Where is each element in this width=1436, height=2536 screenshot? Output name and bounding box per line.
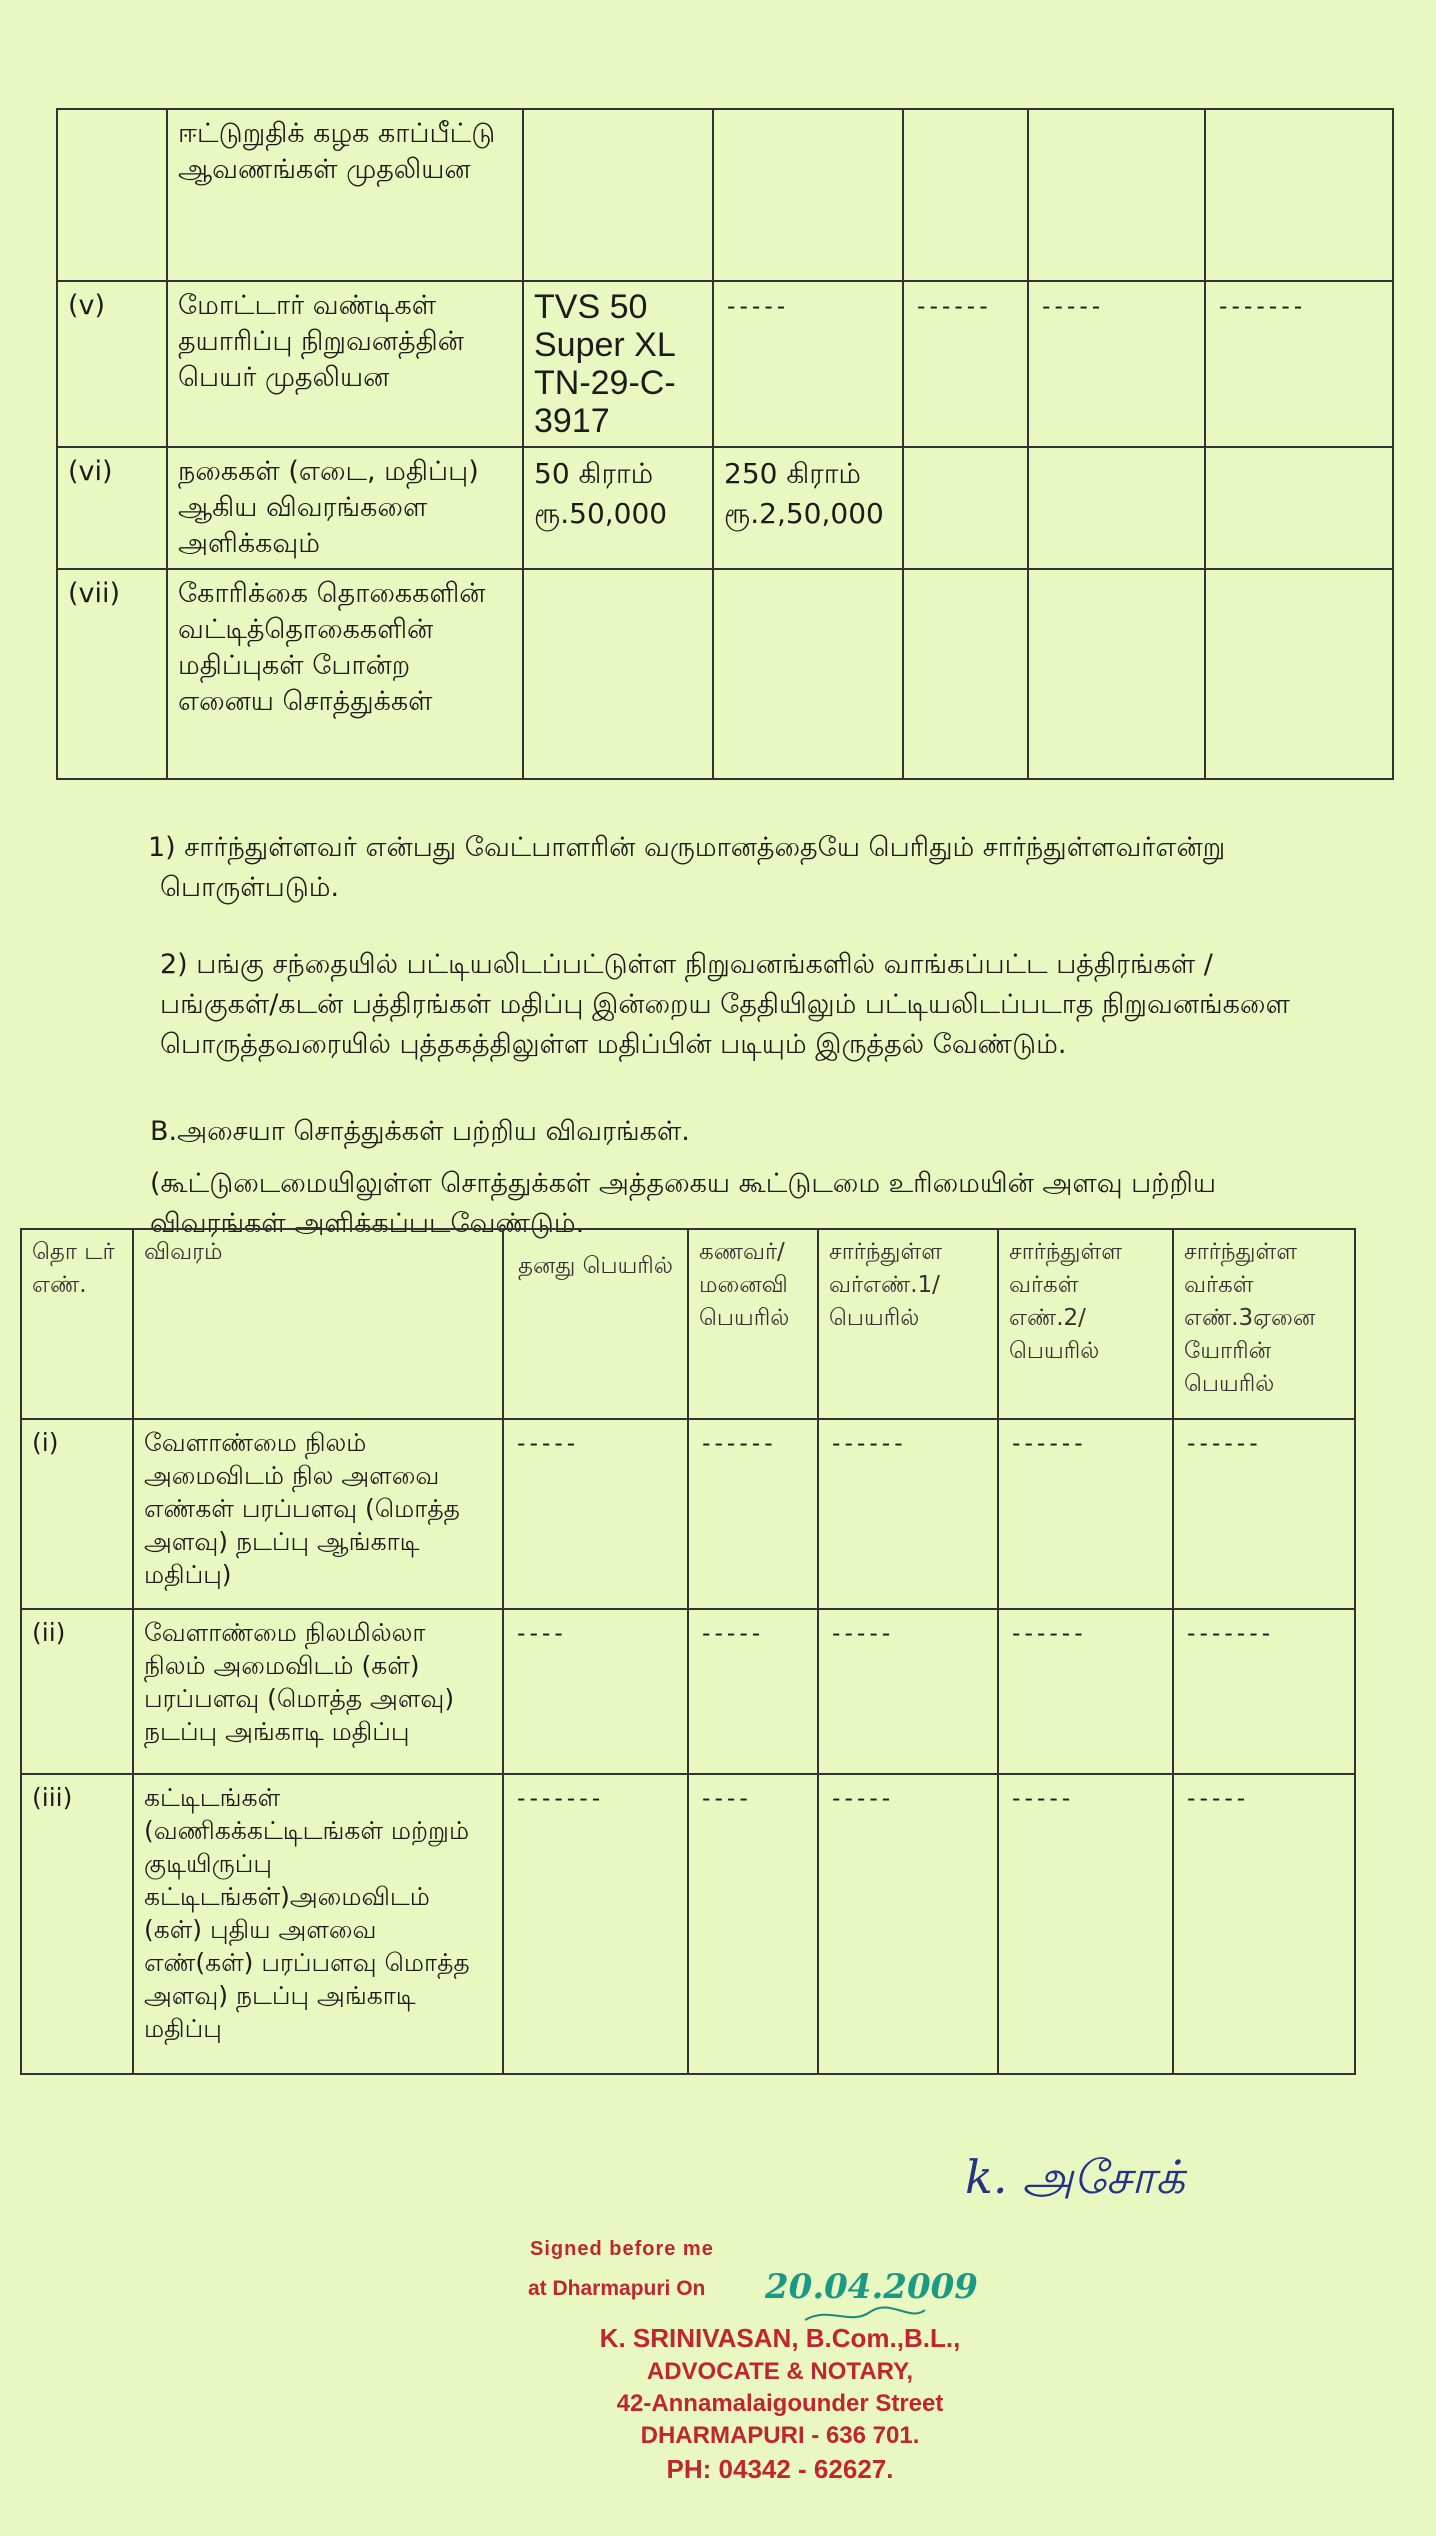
row-number: (i) xyxy=(21,1419,133,1609)
table-row xyxy=(57,281,1393,447)
cell-dependent-1: ------ xyxy=(818,1419,998,1609)
table-row xyxy=(21,1419,1355,1609)
row-number: (vi) xyxy=(57,447,167,569)
row-number: (iii) xyxy=(21,1774,133,2074)
cell-dependent-2 xyxy=(1028,447,1205,569)
cell-dependent-2: ----- xyxy=(998,1774,1173,2074)
table-row xyxy=(57,109,1393,281)
cell-self xyxy=(523,109,713,281)
stamp-date-handwritten: 20.04.2009 xyxy=(765,2267,978,2307)
stamp-place: at Dharmapuri On xyxy=(528,2277,706,2300)
header-dependent-1: சார்ந்துள்ள வர்எண்.1/ பெயரில் xyxy=(818,1229,998,1419)
header-self: தனது பெயரில் xyxy=(503,1229,688,1419)
notary-name: K. SRINIVASAN, B.Com.,B.L., xyxy=(599,2323,961,2353)
header-dependent-2: சார்ந்துள்ள வர்கள் எண்.2/ பெயரில் xyxy=(998,1229,1173,1419)
table-row xyxy=(21,1774,1355,2074)
cell-spouse: ---- xyxy=(688,1774,818,2074)
row-description: கட்டிடங்கள் (வணிகக்கட்டிடங்கள் மற்றும் குடியிருப்பு கட்டிடங்கள்)அமைவிடம் (கள்) புதிய அளவை எண்(கள்) பரப்பளவு மொத்த அளவு) நடப்பு அங்காடி மதிப்பு xyxy=(133,1774,503,2074)
row-number: (v) xyxy=(57,281,167,447)
notary-phone: PH: 04342 - 62627. xyxy=(666,2454,894,2484)
cell-dependent-1: ----- xyxy=(818,1774,998,2074)
cell-spouse xyxy=(713,109,903,281)
cell-dependent-3: ------ xyxy=(1173,1419,1355,1609)
cell-self xyxy=(523,569,713,779)
cell-spouse: ----- xyxy=(688,1609,818,1774)
cell-dependent-3 xyxy=(1205,109,1393,281)
note-dependent-definition: 1) சார்ந்துள்ளவர் என்பது வேட்பாளரின் வருமானத்தையே பெரிதும் சார்ந்துள்ளவர்என்று பொருள்படும். xyxy=(148,832,1226,903)
cell-dependent-1 xyxy=(903,447,1028,569)
row-description: கோரிக்கை தொகைகளின் வட்டித்தொகைகளின் மதிப்புகள் போன்ற எனைய சொத்துக்கள் xyxy=(167,569,523,779)
cell-dependent-3: ----- xyxy=(1173,1774,1355,2074)
movable-assets-table xyxy=(56,108,1394,780)
cell-spouse: 250 கிராம் ரூ.2,50,000 xyxy=(713,447,903,569)
note-share-valuation: 2) பங்கு சந்தையில் பட்டியலிடப்பட்டுள்ள நிறுவனங்களில் வாங்கப்பட்ட பத்திரங்கள் /பங்குகள்/கடன் பத்திரங்கள் மதிப்பு இன்றைய தேதியிலும் பட்டியலிடப்படாத நிறுவனங்களை பொருத்தவரையில் புத்தகத்திலுள்ள மதிப்பின் படியும் இருத்தல் வேண்டும். xyxy=(160,949,1290,1060)
cell-self: ----- xyxy=(503,1419,688,1609)
section-title: B.அசையா சொத்துக்கள் பற்றிய விவரங்கள். xyxy=(150,1116,690,1147)
row-number xyxy=(57,109,167,281)
cell-spouse xyxy=(713,569,903,779)
cell-self: 50 கிராம் ரூ.50,000 xyxy=(523,447,713,569)
cell-dependent-2: ------ xyxy=(998,1419,1173,1609)
header-spouse: கணவர்/ மனைவி பெயரில் xyxy=(688,1229,818,1419)
row-description: மோட்டார் வண்டிகள் தயாரிப்பு நிறுவனத்தின் பெயர் முதலியன xyxy=(167,281,523,447)
notary-city: DHARMAPURI - 636 701. xyxy=(640,2422,920,2449)
table-row xyxy=(57,569,1393,779)
cell-dependent-2: ------ xyxy=(998,1609,1173,1774)
row-description: வேளாண்மை நிலம் அமைவிடம் நில அளவை எண்கள் பரப்பளவு (மொத்த அளவு) நடப்பு ஆங்காடி மதிப்பு) xyxy=(133,1419,503,1609)
cell-dependent-1: ------ xyxy=(903,281,1028,447)
cell-self: ---- xyxy=(503,1609,688,1774)
row-description: வேளாண்மை நிலமில்லா நிலம் அமைவிடம் (கள்) பரப்பளவு (மொத்த அளவு) நடப்பு அங்காடி மதிப்பு xyxy=(133,1609,503,1774)
notary-initial-icon xyxy=(800,2304,930,2328)
cell-dependent-3: ------- xyxy=(1205,281,1393,447)
stamp-signed-before: Signed before me xyxy=(530,2238,714,2260)
table-header-row xyxy=(21,1229,1355,1419)
cell-spouse: ----- xyxy=(713,281,903,447)
cell-self: TVS 50 Super XL TN-29-C-3917 xyxy=(523,281,713,447)
row-description: ஈட்டுறுதிக் கழக காப்பீட்டு ஆவணங்கள் முதலியன xyxy=(167,109,523,281)
header-description: விவரம் xyxy=(133,1229,503,1419)
notary-street: 42-Annamalaigounder Street xyxy=(616,2390,944,2417)
cell-self: ------- xyxy=(503,1774,688,2074)
cell-dependent-2 xyxy=(1028,569,1205,779)
table-row xyxy=(21,1609,1355,1774)
notary-stamp xyxy=(500,2238,1060,2485)
notary-title: ADVOCATE & NOTARY, xyxy=(646,2358,914,2385)
row-number: (ii) xyxy=(21,1609,133,1774)
cell-dependent-1 xyxy=(903,109,1028,281)
cell-dependent-2 xyxy=(1028,109,1205,281)
cell-spouse: ------ xyxy=(688,1419,818,1609)
row-number: (vii) xyxy=(57,569,167,779)
table-row xyxy=(57,447,1393,569)
header-dependent-3: சார்ந்துள்ள வர்கள் எண்.3ஏனை யோரின் பெயரில் xyxy=(1173,1229,1355,1419)
cell-dependent-1: ----- xyxy=(818,1609,998,1774)
immovable-assets-table xyxy=(20,1228,1356,2075)
header-serial: தொ டர் எண். xyxy=(21,1229,133,1419)
candidate-signature: k. அசோக் xyxy=(965,2150,1185,2204)
cell-dependent-3: ------- xyxy=(1173,1609,1355,1774)
section-subtitle: (கூட்டுடைமையிலுள்ள சொத்துக்கள் அத்தகைய கூட்டுடமை உரிமையின் அளவு பற்றிய விவரங்கள் அளிக்கப்படவேண்டும். xyxy=(150,1168,1216,1239)
cell-dependent-3 xyxy=(1205,447,1393,569)
row-description: நகைகள் (எடை, மதிப்பு) ஆகிய விவரங்களை அளிக்கவும் xyxy=(167,447,523,569)
cell-dependent-2: ----- xyxy=(1028,281,1205,447)
cell-dependent-3 xyxy=(1205,569,1393,779)
cell-dependent-1 xyxy=(903,569,1028,779)
